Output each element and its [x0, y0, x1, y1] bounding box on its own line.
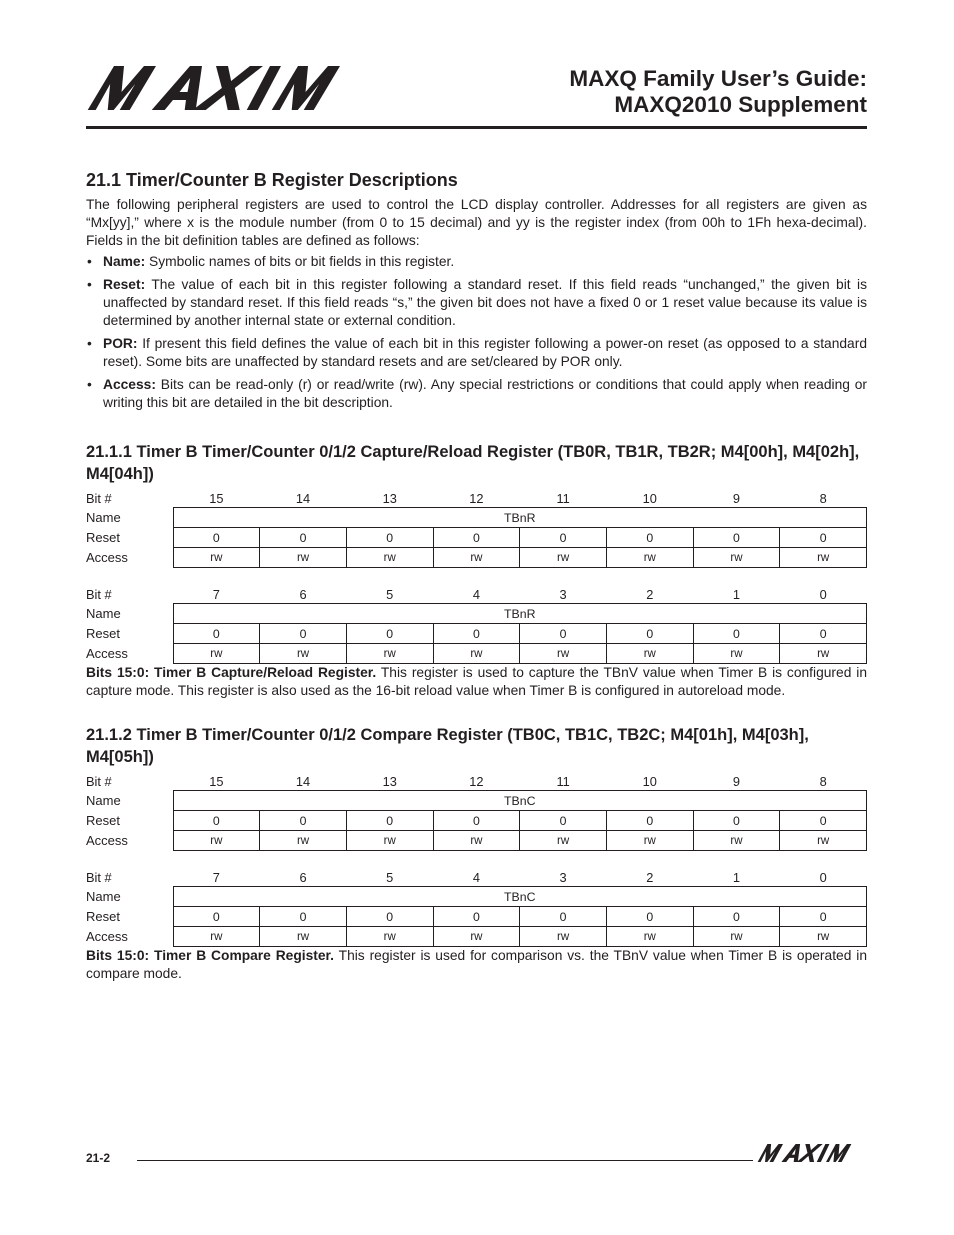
reset-value: 0 — [780, 907, 867, 927]
definition-text: Symbolic names of bits or bit fields in this register. — [145, 254, 455, 269]
description-text: This register is used for comparison vs. the TBnV value when Timer B is operated in compare mode. — [86, 948, 867, 981]
bit-number: 7 — [212, 869, 220, 885]
document-title-line2: MAXQ2010 Supplement — [614, 92, 867, 117]
access-value: rw — [433, 644, 520, 664]
document-title — [569, 66, 867, 118]
access-value: rw — [780, 831, 867, 851]
access-value: rw — [693, 927, 780, 947]
row-label-access: Access — [86, 550, 128, 565]
register-table — [86, 585, 867, 664]
bit-number: 9 — [732, 490, 741, 506]
definition-item: • Name: Symbolic names of bits or bit fields in this register. — [87, 254, 455, 269]
description-term: Bits 15:0: Timer B Compare Register. — [86, 948, 335, 963]
reset-value: 0 — [693, 811, 780, 831]
name-row — [86, 887, 867, 907]
row-label-name: Name — [86, 793, 121, 808]
reset-value: 0 — [260, 624, 347, 644]
register-description — [86, 947, 867, 983]
bit-number: 11 — [556, 490, 570, 506]
bit-number-row — [86, 772, 867, 791]
bit-number: 10 — [642, 773, 657, 789]
register-section — [86, 700, 867, 983]
access-row — [86, 644, 867, 664]
definition-term: POR: — [103, 336, 138, 351]
access-value: rw — [520, 644, 607, 664]
reset-value: 0 — [780, 624, 867, 644]
bit-number: 3 — [559, 586, 567, 602]
bit-number: 15 — [209, 490, 224, 506]
page-number: 21-2 — [86, 1151, 111, 1165]
register-table — [86, 489, 867, 568]
reset-row — [86, 624, 867, 644]
maxim-logo — [86, 66, 382, 110]
access-value: rw — [780, 927, 867, 947]
access-value: rw — [693, 831, 780, 851]
bit-number-row — [86, 868, 867, 887]
reset-value: 0 — [693, 624, 780, 644]
field-name: TBnR — [173, 508, 867, 528]
register-heading: 21.1.2 Timer B Timer/Counter 0/1/2 Compare Register (TB0C, TB1C, TB2C; M4[01h], M4[03h], M4[05h]) — [86, 726, 809, 766]
name-row — [86, 791, 867, 811]
reset-value: 0 — [693, 528, 780, 548]
row-label-reset: Reset — [86, 530, 120, 545]
bit-number: 13 — [382, 490, 397, 506]
bit-number: 6 — [299, 586, 307, 602]
access-value: rw — [780, 548, 867, 568]
description-text: This register is used to capture the TBnV value when Timer B is configured in capture mode. This register is also used as the 16-bit reload value when Timer B is configured in autoreload mode. — [86, 665, 867, 698]
access-value: rw — [520, 831, 607, 851]
name-row — [86, 508, 867, 528]
access-value: rw — [346, 927, 433, 947]
reset-row — [86, 907, 867, 927]
row-label-name: Name — [86, 889, 121, 904]
access-value: rw — [780, 644, 867, 664]
access-value: rw — [606, 831, 693, 851]
row-label-bit: Bit # — [86, 773, 112, 789]
bit-number: 0 — [819, 586, 827, 602]
reset-value: 0 — [173, 624, 260, 644]
table-spacer — [86, 568, 867, 585]
access-value: rw — [260, 644, 347, 664]
access-value: rw — [693, 548, 780, 568]
reset-value: 0 — [346, 528, 433, 548]
reset-value: 0 — [260, 528, 347, 548]
field-name: TBnC — [173, 887, 867, 907]
bit-number: 2 — [646, 869, 654, 885]
bit-number: 2 — [646, 586, 654, 602]
access-row — [86, 831, 867, 851]
bit-number: 12 — [469, 773, 484, 789]
reset-value: 0 — [780, 528, 867, 548]
bit-number: 15 — [209, 773, 224, 789]
access-value: rw — [346, 644, 433, 664]
access-value: rw — [433, 927, 520, 947]
reset-value: 0 — [520, 528, 607, 548]
definition-term: Reset: — [103, 277, 146, 292]
bit-number: 11 — [556, 773, 570, 789]
access-value: rw — [433, 831, 520, 851]
bit-number: 12 — [469, 490, 484, 506]
access-value: rw — [606, 644, 693, 664]
definition-text: If present this field defines the value of each bit in this register following a power-on reset (as opposed to a standard reset). Some bits are unaffected by standard resets and are set/cleared by POR only. — [103, 336, 867, 369]
reset-value: 0 — [346, 907, 433, 927]
header-rule — [86, 126, 867, 129]
reset-value: 0 — [433, 811, 520, 831]
access-value: rw — [173, 548, 260, 568]
section-spacer — [86, 417, 867, 441]
table-spacer — [86, 851, 867, 868]
definition-term: Name: — [103, 254, 146, 269]
row-label-bit: Bit # — [86, 490, 112, 506]
definition-item: • POR: If present this field defines the value of each bit in this register following a power-on reset (as opposed to a standard reset). Some bits are unaffected by standard resets and are set/cleared by POR only. — [87, 336, 867, 369]
bit-number-row — [86, 585, 867, 604]
register-sections — [86, 417, 867, 983]
document-title-line1: MAXQ Family User’s Guide: — [569, 66, 867, 91]
reset-value: 0 — [346, 624, 433, 644]
definition-term: Access: — [103, 377, 156, 392]
reset-value: 0 — [173, 907, 260, 927]
bit-number-row — [86, 489, 867, 508]
reset-value: 0 — [173, 811, 260, 831]
reset-value: 0 — [260, 811, 347, 831]
row-label-access: Access — [86, 646, 128, 661]
section-spacer — [86, 700, 867, 724]
bit-number: 9 — [732, 773, 741, 789]
bit-number: 14 — [295, 490, 311, 506]
row-label-bit: Bit # — [86, 869, 112, 885]
reset-value: 0 — [260, 907, 347, 927]
row-label-name: Name — [86, 606, 121, 621]
row-label-access: Access — [86, 833, 128, 848]
bit-number: 10 — [642, 490, 657, 506]
bit-number: 13 — [382, 773, 397, 789]
row-label-reset: Reset — [86, 626, 120, 641]
bit-number: 4 — [472, 586, 480, 602]
definition-list — [86, 253, 867, 412]
page-content — [86, 168, 867, 983]
row-label-access: Access — [86, 929, 128, 944]
reset-value: 0 — [173, 528, 260, 548]
access-value: rw — [346, 548, 433, 568]
bit-number: 8 — [819, 773, 827, 789]
reset-value: 0 — [433, 528, 520, 548]
reset-value: 0 — [433, 907, 520, 927]
access-value: rw — [520, 548, 607, 568]
section-intro: The following peripheral registers are used to control the LCD display controller. Addresses for all registers are given as “Mx[yy],” where x is the module number (from 0 to 15 decimal) and yy is the register index (from 00h to 1Fh hexa-decimal). Fields in the bit definition tables are defined as follows: — [86, 197, 867, 248]
reset-value: 0 — [606, 907, 693, 927]
access-value: rw — [346, 831, 433, 851]
definition-item: • Access: Bits can be read-only (r) or read/write (rw). Any special restrictions or conditions that could apply when reading or writing this bit are detailed in the bit description. — [87, 377, 867, 410]
name-row — [86, 604, 867, 624]
reset-value: 0 — [606, 811, 693, 831]
reset-value: 0 — [693, 907, 780, 927]
reset-value: 0 — [606, 528, 693, 548]
register-table — [86, 772, 867, 851]
field-name: TBnR — [173, 604, 867, 624]
access-value: rw — [173, 644, 260, 664]
bit-number: 5 — [386, 586, 394, 602]
bit-number: 6 — [299, 869, 307, 885]
section-heading: 21.1 Timer/Counter B Register Descriptions — [86, 170, 458, 190]
reset-value: 0 — [606, 624, 693, 644]
access-row — [86, 548, 867, 568]
register-description — [86, 664, 867, 700]
row-label-name: Name — [86, 510, 121, 525]
reset-value: 0 — [780, 811, 867, 831]
access-value: rw — [520, 927, 607, 947]
definition-text: Bits can be read-only (r) or read/write (rw). Any special restrictions or conditions that could apply when reading or writing this bit are detailed in the bit description. — [103, 377, 867, 410]
reset-value: 0 — [520, 624, 607, 644]
register-heading: 21.1.1 Timer B Timer/Counter 0/1/2 Capture/Reload Register (TB0R, TB1R, TB2R; M4[00h], M4[02h], M4[04h]) — [86, 443, 860, 483]
row-label-reset: Reset — [86, 813, 120, 828]
reset-value: 0 — [346, 811, 433, 831]
bit-number: 0 — [819, 869, 827, 885]
register-table — [86, 868, 867, 947]
access-value: rw — [693, 644, 780, 664]
description-term: Bits 15:0: Timer B Capture/Reload Register. — [86, 665, 377, 680]
row-label-bit: Bit # — [86, 586, 112, 602]
bit-number: 7 — [212, 586, 220, 602]
maxim-footer-logo — [757, 1144, 867, 1162]
register-section — [86, 417, 867, 700]
reset-value: 0 — [520, 811, 607, 831]
reset-value: 0 — [520, 907, 607, 927]
bit-number: 1 — [732, 586, 741, 602]
access-value: rw — [260, 548, 347, 568]
row-label-reset: Reset — [86, 909, 120, 924]
access-value: rw — [173, 831, 260, 851]
access-value: rw — [606, 548, 693, 568]
reset-value: 0 — [433, 624, 520, 644]
access-value: rw — [606, 927, 693, 947]
reset-row — [86, 528, 867, 548]
access-value: rw — [260, 831, 347, 851]
access-value: rw — [433, 548, 520, 568]
bit-number: 5 — [386, 869, 394, 885]
footer-rule — [137, 1160, 753, 1161]
bit-number: 3 — [559, 869, 567, 885]
definition-item: • Reset: The value of each bit in this register following a standard reset. If this field reads “unchanged,” the given bit is unaffected by standard reset. If this field reads “s,” the given bit does not have a fixed 0 or 1 reset value because its value is determined by another internal state or external condition. — [87, 277, 867, 328]
bit-number: 4 — [472, 869, 480, 885]
reset-row — [86, 811, 867, 831]
field-name: TBnC — [173, 791, 867, 811]
access-value: rw — [173, 927, 260, 947]
access-row — [86, 927, 867, 947]
definition-text: The value of each bit in this register following a standard reset. If this field reads “unchanged,” the given bit is unaffected by standard reset. If this field reads “s,” the given bit does not have a fixed 0 or 1 reset value because its value is determined by another internal state or external condition. — [103, 277, 867, 328]
access-value: rw — [260, 927, 347, 947]
bit-number: 14 — [295, 773, 311, 789]
bit-number: 1 — [732, 869, 741, 885]
bit-number: 8 — [819, 490, 827, 506]
